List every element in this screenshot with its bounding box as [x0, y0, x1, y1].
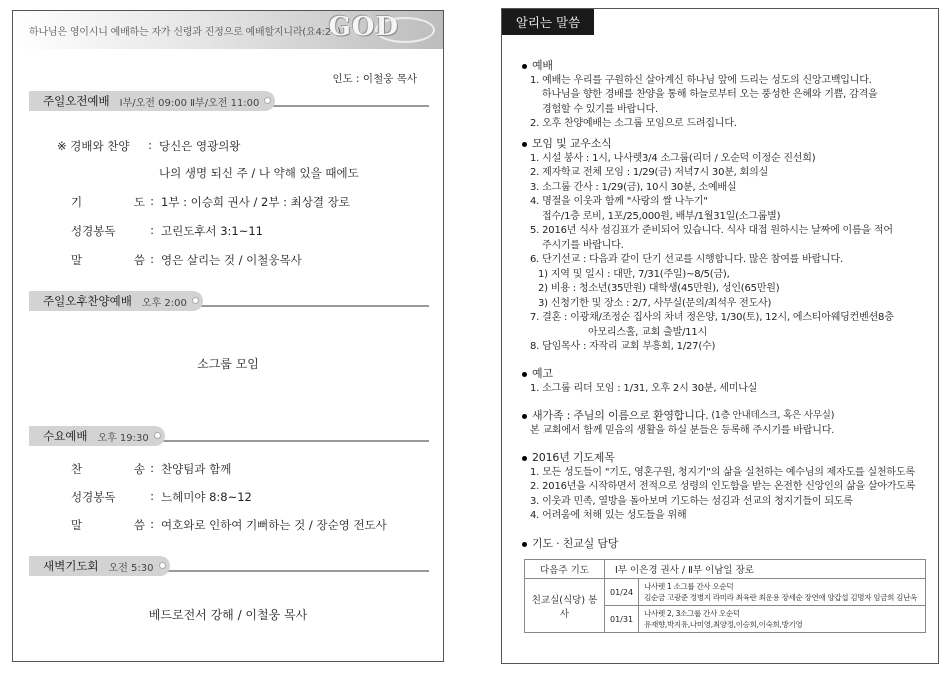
text-line: 2) 비용 : 청소년(35만원) 대학생(45만원), 성인(65만원)	[538, 283, 780, 294]
banner-verse: 하나님은 영이시니 예배하는 자가 신령과 진정으로 예배할지니라(요4:24)	[29, 27, 341, 38]
praise-song-2: 나의 생명 되신 주 / 나 약해 있을 때에도	[159, 166, 359, 180]
prayer-row	[71, 194, 350, 210]
sermon-label: 말 씀	[71, 253, 145, 267]
prayer-label: 기 도	[71, 195, 145, 209]
bullet-icon	[522, 64, 527, 69]
praise-song-1: 당신은 영광의왕	[159, 139, 241, 153]
tab-dot	[159, 562, 166, 569]
text-line: 1. 소그룹 리더 모임 : 1/31, 오후 2시 30분, 세미나실	[530, 382, 758, 394]
duty-names: 유재향,박지유,나미영,최양정,이승희,이숙희,방기영	[644, 620, 803, 629]
fellowship-title: 모임 및 교우소식	[532, 137, 612, 150]
colon: :	[150, 223, 154, 237]
text-line: 경험할 수 있기를 바랍니다.	[542, 103, 658, 115]
service-tab	[29, 556, 170, 576]
text-line: 3. 소그룹 간사 : 1/29(금), 10시 30분, 소예배실	[530, 181, 737, 193]
text-line: 6. 단기선교 : 다음과 같이 단기 선교를 시행합니다. 많은 참여를 바랍니다.	[530, 254, 843, 265]
text-line: 1) 지역 및 일시 : 대만, 7/31(주일)~8/5(금),	[538, 268, 730, 280]
text-line: 3) 신청기한 및 장소 : 2/7, 사무실(문의/최석우 전도사)	[538, 297, 772, 309]
text-line: 7. 결혼 : 이광채/조정순 집사의 차녀 정은양, 1/30(토), 12시, 에스티아웨딩컨벤션8층	[530, 312, 894, 323]
text-line: 2. 제자학교 전체 모임 : 1/29(금) 저녁7시 30분, 회의실	[530, 167, 769, 178]
sermon-row	[71, 252, 302, 268]
song-row	[71, 461, 231, 477]
text-line: 접수/1층 로비, 1포/25,000원, 배부/1월31일(소그룹별)	[542, 210, 781, 222]
text-line: 2. 2016년을 시작하면서 전적으로 성령의 인도함을 받는 온전한 신앙인의 삶을 살아가도록	[530, 481, 916, 492]
section-title	[522, 537, 932, 552]
section-preview	[522, 367, 932, 396]
text-line: 본 교회에서 함께 믿음의 생활을 하실 분들은 등록해 주시기를 바랍니다.	[530, 424, 835, 436]
god-logo: GOD	[328, 12, 399, 42]
song-value: 찬양팀과 함께	[161, 462, 232, 476]
worship-title: 예배	[532, 59, 553, 72]
service-header-morning	[29, 91, 429, 111]
duty-date: 01/24	[605, 579, 639, 606]
colon: :	[150, 194, 154, 208]
duty-names: 김순금 고광준 정병지 라미라 최육란 최운용 장세순 장연애 양갑섭 김명자 임금희 김난옥	[644, 593, 918, 602]
prayer-value: 1부 : 이승희 권사 / 2부 : 최상결 장로	[161, 195, 350, 209]
colon: :	[150, 461, 154, 475]
bullet-icon	[522, 142, 527, 147]
kitchen-label: 친교실(식당) 봉사	[525, 579, 605, 633]
text-line: 5. 2016년 식사 섬김표가 준비되어 있습니다. 식사 대접 원하시는 날짜에 이름을 적어	[530, 225, 893, 236]
text-line: 1. 시설 봉사 : 1시, 나사렛3/4 소그룹(리더 / 오순덕 이정순 진선희)	[530, 152, 816, 164]
text-line: 4. 어려움에 처해 있는 성도들을 위해	[530, 510, 687, 521]
preview-title: 예고	[532, 367, 553, 380]
dawn-content: 베드로전서 강해 / 이철웅 목사	[148, 608, 308, 622]
reading-value: 고린도후서 3:1~11	[161, 224, 263, 238]
text-line: 아모리스홀, 교회 출발/11시	[588, 326, 708, 338]
reading-label: 성경봉독	[71, 490, 116, 504]
table-row	[525, 579, 926, 606]
service-header-afternoon	[29, 291, 429, 311]
text-line: 주시기를 바랍니다.	[542, 239, 624, 251]
newcomers-title: 새가족 : 주님의 이름으로 환영합니다.	[532, 409, 709, 422]
service-time: Ⅰ부/오전 09:00 Ⅱ부/오전 11:00	[119, 97, 260, 109]
colon: :	[150, 517, 154, 531]
section-prayer-topics	[522, 451, 932, 524]
service-time: 오후 19:30	[97, 432, 149, 444]
section-title	[522, 137, 932, 152]
service-name: 새벽기도회	[43, 559, 99, 573]
duty-date: 01/31	[605, 606, 639, 633]
duty-members	[639, 606, 926, 633]
text-line: 2. 오후 찬양예배는 소그룹 모임으로 드려집니다.	[530, 118, 737, 129]
next-prayer-label: 다음주 기도	[525, 560, 605, 579]
duty-members	[639, 579, 926, 606]
announcements-header: 알리는 말씀	[502, 9, 594, 35]
service-time: 오후 2:00	[141, 297, 187, 309]
sermon-value: 여호와로 인하여 기뻐하는 것 / 장순영 전도사	[161, 518, 387, 532]
duty-group: 나사렛 2, 3소그룹 간사 오순덕	[644, 609, 740, 618]
worship-order-page	[12, 10, 444, 662]
tab-dot	[192, 297, 199, 304]
text-line: 8. 담임목사 : 자작리 교회 부흥회, 1/27(수)	[530, 341, 716, 352]
bullet-icon	[522, 414, 527, 419]
praise-row-2	[159, 165, 359, 181]
colon: :	[150, 252, 154, 266]
wed-reading-row	[71, 489, 252, 505]
duty-title: 기도 · 친교실 담당	[532, 537, 619, 550]
section-duty	[522, 537, 932, 552]
song-label: 찬 송	[71, 462, 145, 476]
tab-dot	[264, 97, 271, 104]
colon: :	[148, 138, 152, 152]
wed-sermon-row	[71, 517, 387, 533]
duty-table	[524, 559, 926, 633]
service-header-dawn	[29, 556, 429, 576]
praise-label: ※ 경배와 찬양	[57, 139, 130, 153]
section-title	[522, 409, 932, 424]
newcomers-note: (1층 안내데스크, 혹은 사무실)	[711, 410, 835, 421]
sermon-value: 영은 살리는 것 / 이철웅목사	[161, 253, 302, 267]
section-newcomers	[522, 409, 932, 438]
section-title	[522, 451, 932, 466]
verse-banner	[13, 11, 443, 49]
reading-value: 느헤미야 8:8~12	[161, 490, 252, 504]
service-tab	[29, 291, 203, 311]
service-header-wednesday	[29, 426, 429, 446]
text-line: 하나님을 향한 경배를 찬양을 통해 하늘로부터 오는 풍성한 은혜와 기쁨, 감격을	[542, 89, 878, 100]
sermon-label: 말 씀	[71, 518, 145, 532]
bullet-icon	[522, 542, 527, 547]
afternoon-content: 소그룹 모임	[197, 357, 259, 371]
worship-leader: 인도 : 이철웅 목사	[332, 73, 417, 85]
tab-dot	[154, 432, 161, 439]
text-line: 3. 이웃과 민족, 열방을 돌아보며 기도하는 섬김과 선교의 청지기들이 되도록	[530, 495, 853, 507]
reading-label: 성경봉독	[71, 224, 116, 238]
section-fellowship	[522, 137, 932, 355]
praise-row	[57, 138, 240, 154]
service-tab	[29, 91, 275, 111]
prayer-topics-title: 2016년 기도제목	[532, 451, 615, 464]
reading-row	[71, 223, 263, 239]
bullet-icon	[522, 372, 527, 377]
text-line: 1. 모든 성도들이 "기도, 영혼구원, 청지기"의 삶을 실천하는 예수님의 제자도를 실천하도록	[530, 466, 915, 478]
announcements-page	[501, 8, 939, 664]
service-tab	[29, 426, 165, 446]
section-title	[522, 367, 932, 382]
text-line: 1. 예배는 우리를 구원하신 살아계신 하나님 앞에 드리는 성도의 신앙고백입니다.	[530, 74, 872, 86]
bullet-icon	[522, 456, 527, 461]
section-title	[522, 59, 932, 74]
duty-group: 나사렛 1 소그룹 간사 오순덕	[644, 582, 734, 591]
service-time: 오전 5:30	[108, 562, 154, 574]
table-row	[525, 560, 926, 579]
service-name: 주일오후찬양예배	[43, 294, 132, 308]
colon: :	[150, 489, 154, 503]
service-name: 주일오전예배	[43, 94, 110, 108]
text-line: 4. 명절을 이웃과 함께 "사랑의 쌀 나누기"	[530, 196, 708, 207]
section-worship	[522, 59, 932, 132]
service-name: 수요예배	[43, 429, 88, 443]
next-prayer-value: Ⅰ부 이은경 권사 / Ⅱ부 이남일 장로	[605, 560, 926, 579]
